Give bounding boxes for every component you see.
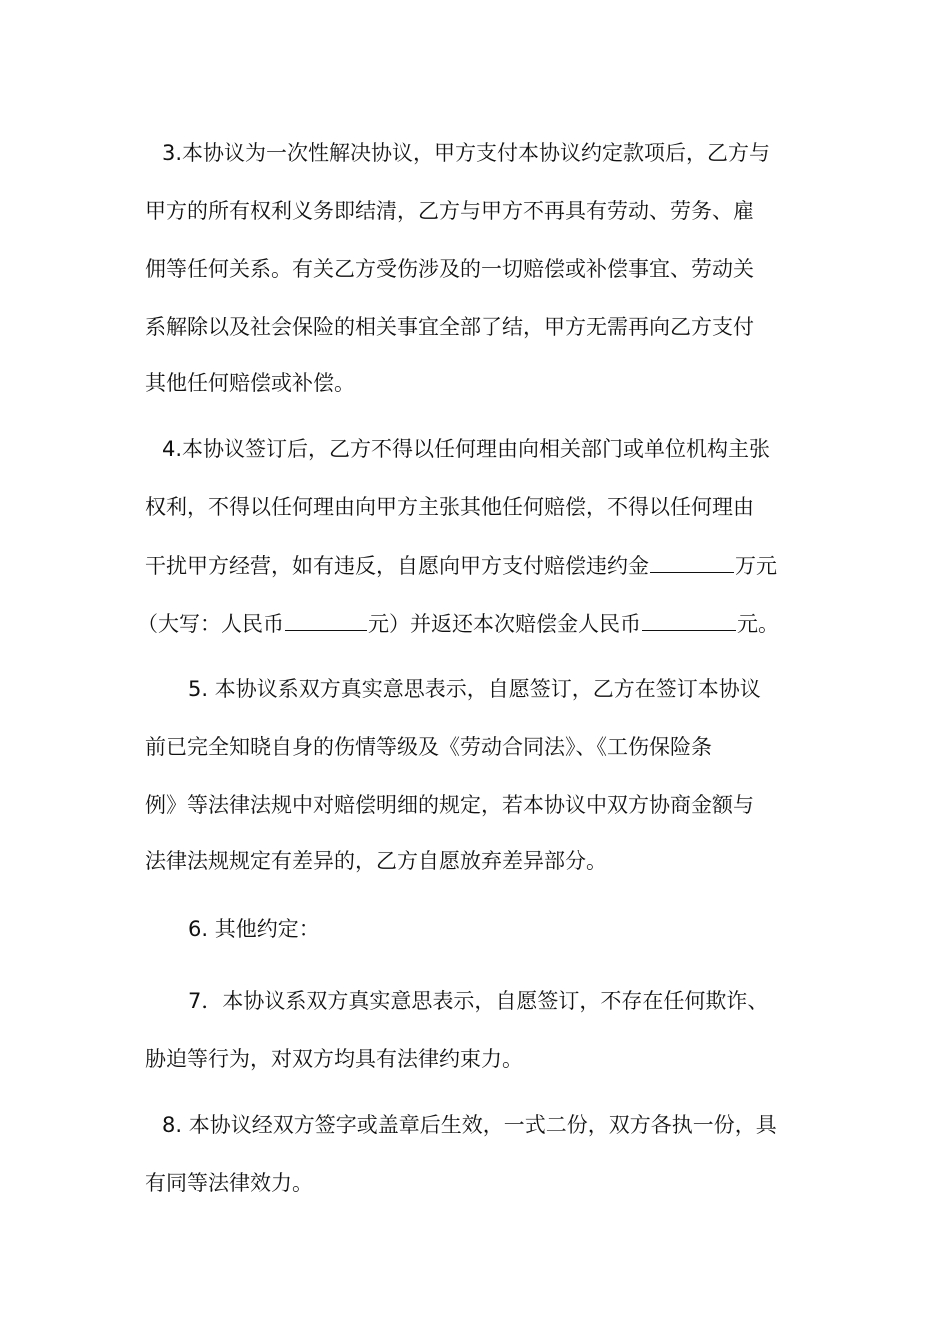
clause-3-line-2: 甲方的所有权利义务即结清，乙方与甲方不再具有劳动、劳务、雇 <box>145 199 754 223</box>
clause-4-line-3-unit: 万元 <box>735 554 777 578</box>
clause-8-line-1: 8. 本协议经双方签字或盖章后生效，一式二份，双方各执一份，具 <box>162 1113 777 1137</box>
clause-7-line-1: 7．本协议系双方真实意思表示，自愿签订，不存在任何欺诈、 <box>188 989 769 1013</box>
clause-5-line-1: 5. 本协议系双方真实意思表示，自愿签订，乙方在签订本协议 <box>188 677 761 701</box>
penalty-capital-amount-blank <box>285 608 367 631</box>
clause-4-line-4-part-2: 元）并返还本次赔偿金人民币 <box>368 612 641 636</box>
refund-amount-blank <box>642 608 736 631</box>
clause-3-line-4: 系解除以及社会保险的相关事宜全部了结，甲方无需再向乙方支付 <box>145 315 754 339</box>
clause-4-line-4-part-3: 元。 <box>737 612 779 636</box>
clause-4-line-4-part-1: （大写：人民币 <box>137 612 284 636</box>
clause-5-line-3: 例》等法律法规中对赔偿明细的规定，若本协议中双方协商金额与 <box>145 793 754 817</box>
clause-5-line-2: 前已完全知晓自身的伤情等级及《劳动合同法》、《工伤保险条 <box>145 735 712 759</box>
clause-4-line-4 <box>137 608 779 638</box>
clause-8-line-2: 有同等法律效力。 <box>145 1171 313 1195</box>
clause-4-line-3-text: 干扰甲方经营，如有违反，自愿向甲方支付赔偿违约金 <box>145 554 649 578</box>
clause-7-line-2: 胁迫等行为，对双方均具有法律约束力。 <box>145 1047 523 1071</box>
clause-4-line-2: 权利，不得以任何理由向甲方主张其他任何赔偿，不得以任何理由 <box>145 495 754 519</box>
clause-4-line-3 <box>145 550 777 580</box>
clause-3-line-5: 其他任何赔偿或补偿。 <box>145 371 355 395</box>
penalty-amount-blank <box>650 550 734 573</box>
clause-5-line-4: 法律法规规定有差异的，乙方自愿放弃差异部分。 <box>145 849 607 873</box>
clause-6-line-1: 6. 其他约定： <box>188 917 320 941</box>
clause-3-line-1: 3.本协议为一次性解决协议，甲方支付本协议约定款项后，乙方与 <box>162 141 771 165</box>
clause-3-line-3: 佣等任何关系。有关乙方受伤涉及的一切赔偿或补偿事宜、劳动关 <box>145 257 754 281</box>
clause-4-line-1: 4.本协议签订后，乙方不得以任何理由向相关部门或单位机构主张 <box>162 437 771 461</box>
